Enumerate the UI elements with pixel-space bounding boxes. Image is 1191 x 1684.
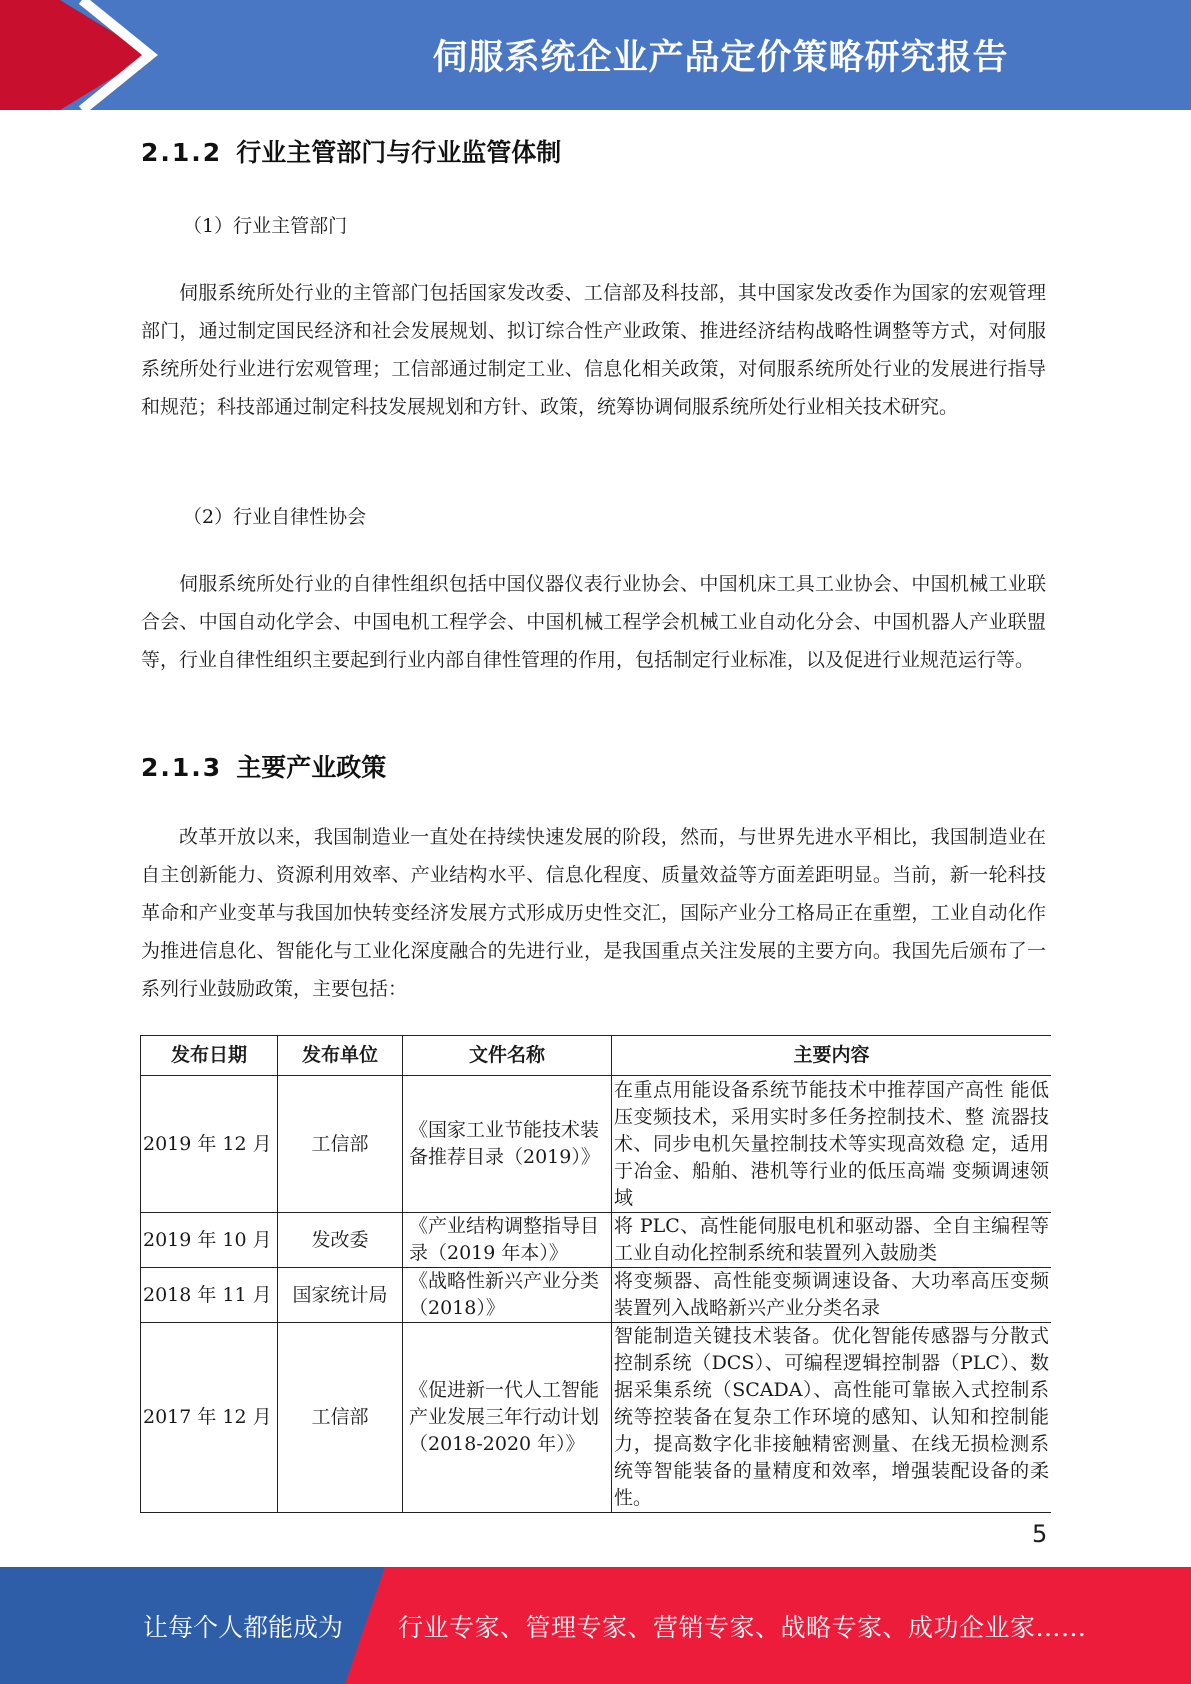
policy-table-container xyxy=(140,1035,1051,1515)
paragraph-industrial-policy: 改革开放以来，我国制造业一直处在持续快速发展的阶段，然而，与世界先进水平相比，我国制造业在自主创新能力、资源利用效率、产业结构水平、信息化程度、质量效益等方面差距明显。当前，新一轮科技革命和产业变革与我国加快转变经济发展方式形成历史性交汇，国际产业分工格局正在重塑，工业自动化作为推进信息化、智能化与工业化深度融合的先进行业，是我国重点关注发展的主要方向。我国先后颁布了一系列行业鼓励政策，主要包括： xyxy=(141,826,1046,1000)
cell-content: 将 PLC、高性能伺服电机和驱动器、全自主编程等工业自动化控制系统和装置列入鼓励类 xyxy=(612,1213,1052,1268)
section-number: 2.1.3 xyxy=(141,753,223,782)
cell-date: 2019 年 12 月 xyxy=(141,1076,278,1213)
cell-date: 2018 年 11 月 xyxy=(141,1268,278,1323)
column-header-unit: 发布单位 xyxy=(278,1036,403,1076)
cell-document: 《战略性新兴产业分类（2018）》 xyxy=(403,1268,612,1323)
cell-unit: 工信部 xyxy=(278,1323,403,1513)
page-header xyxy=(0,0,1191,110)
page-footer xyxy=(0,1567,1191,1684)
report-title: 伺服系统企业产品定价策略研究报告 xyxy=(432,38,1009,78)
section-title: 行业主管部门与行业监管体制 xyxy=(236,138,562,167)
table-row xyxy=(141,1076,1052,1213)
page-number: 5 xyxy=(1032,1520,1048,1548)
cell-unit: 国家统计局 xyxy=(278,1268,403,1323)
header-chevron-decoration xyxy=(0,0,260,110)
cell-document: 《产业结构调整指导目录（2019 年本）》 xyxy=(403,1213,612,1268)
cell-date: 2017 年 12 月 xyxy=(141,1323,278,1513)
footer-slogan-left: 让每个人都能成为 xyxy=(143,1612,344,1642)
cell-content: 智能制造关键技术装备。优化智能传感器与分散式控制系统（DCS）、可编程逻辑控制器（PLC）、数据采集系统（SCADA）、高性能可靠嵌入式控制系统等控装备在复杂工作环境的感知、认知和控制能力，提高数字化非接触精密测量、在线无损检测系统等智能装备的量精度和效率，增强装配设备的柔性。 xyxy=(612,1323,1052,1513)
section-number: 2.1.2 xyxy=(141,138,223,167)
section-heading-2-1-3 xyxy=(141,748,386,784)
subheading-competent-department: （1）行业主管部门 xyxy=(183,215,348,237)
cell-unit: 工信部 xyxy=(278,1076,403,1213)
paragraph-competent-department: 伺服系统所处行业的主管部门包括国家发改委、工信部及科技部，其中国家发改委作为国家的宏观管理部门，通过制定国民经济和社会发展规划、拟订综合性产业政策、推进经济结构战略性调整等方式，对伺服系统所处行业进行宏观管理；工信部通过制定工业、信息化相关政策，对伺服系统所处行业的发展进行指导和规范；科技部通过制定科技发展规划和方针、政策，统筹协调伺服系统所处行业相关技术研究。 xyxy=(141,282,1046,418)
column-header-content: 主要内容 xyxy=(612,1036,1052,1076)
cell-content: 将变频器、高性能变频调速设备、大功率高压变频装置列入战略新兴产业分类名录 xyxy=(612,1268,1052,1323)
cell-document: 《国家工业节能技术装备推荐目录（2019）》 xyxy=(403,1076,612,1213)
table-row xyxy=(141,1268,1052,1323)
table-row xyxy=(141,1323,1052,1513)
table-header-row xyxy=(141,1036,1052,1076)
cell-unit: 发改委 xyxy=(278,1213,403,1268)
table-row xyxy=(141,1213,1052,1268)
section-heading-2-1-2 xyxy=(141,133,561,169)
column-header-date: 发布日期 xyxy=(141,1036,278,1076)
subheading-self-regulatory-association: （2）行业自律性协会 xyxy=(183,506,367,528)
cell-content: 在重点用能设备系统节能技术中推荐国产高性 能低压变频技术，采用实时多任务控制技术、整 流器技术、同步电机矢量控制技术等实现高效稳 定，适用于冶金、船舶、港机等行业的低压高端 变频调速领域 xyxy=(612,1076,1052,1213)
paragraph-self-regulatory-association: 伺服系统所处行业的自律性组织包括中国仪器仪表行业协会、中国机床工具工业协会、中国机械工业联合会、中国自动化学会、中国电机工程学会、中国机械工程学会机械工业自动化分会、中国机器人产业联盟等，行业自律性组织主要起到行业内部自律性管理的作用，包括制定行业标准，以及促进行业规范运行等。 xyxy=(141,573,1046,671)
cell-date: 2019 年 10 月 xyxy=(141,1213,278,1268)
footer-slogan-right: 行业专家、管理专家、营销专家、战略专家、成功企业家…… xyxy=(398,1612,1087,1642)
cell-document: 《促进新一代人工智能产业发展三年行动计划（2018-2020 年）》 xyxy=(403,1323,612,1513)
policy-table xyxy=(140,1035,1051,1513)
section-title: 主要产业政策 xyxy=(236,753,387,782)
column-header-document: 文件名称 xyxy=(403,1036,612,1076)
